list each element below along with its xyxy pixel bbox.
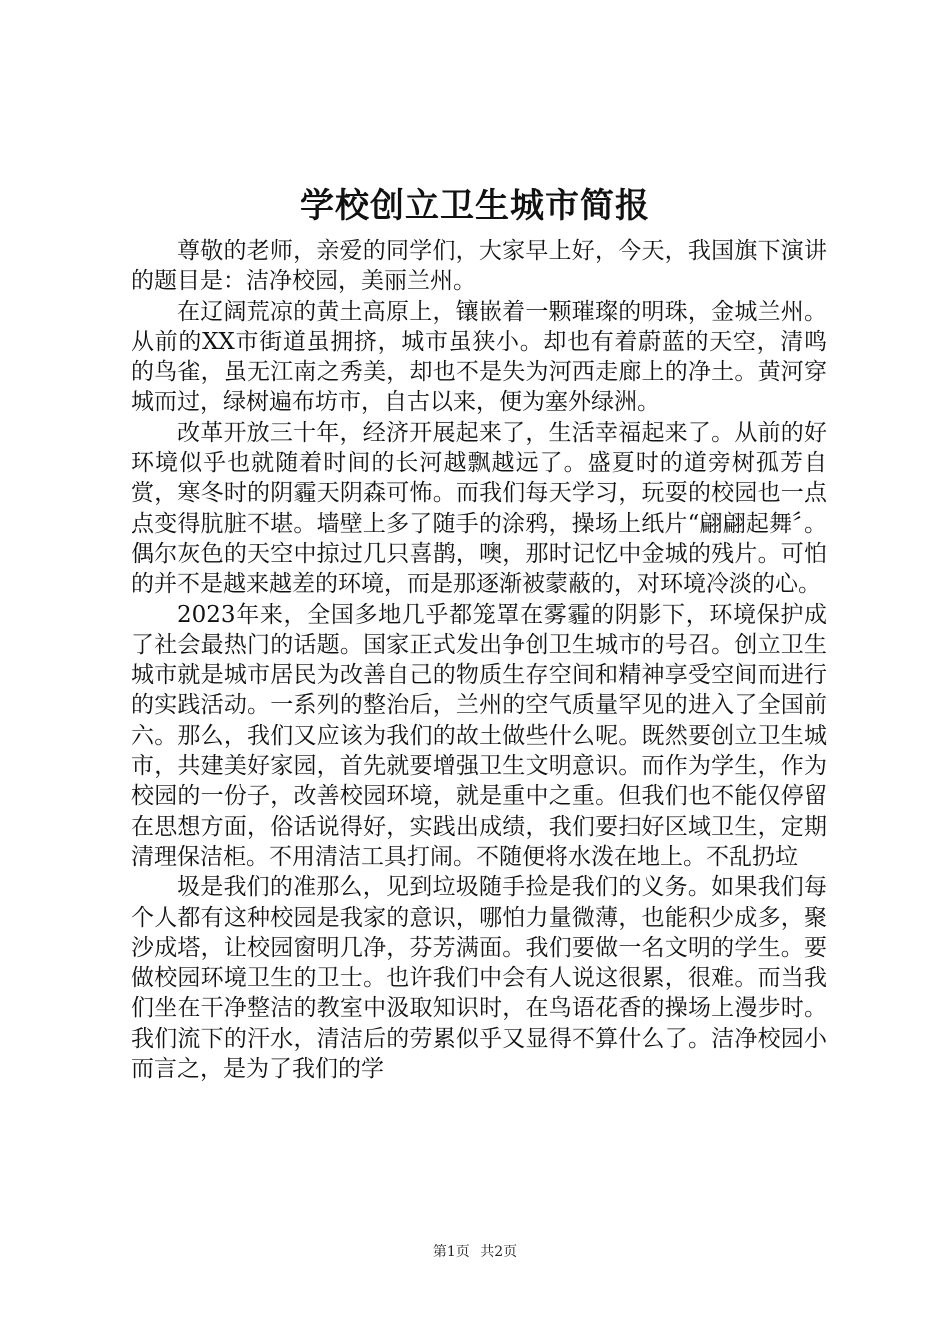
document-body [131,236,827,1084]
paragraph-environment-decline: 改革开放三十年，经济开展起来了，生活幸福起来了。从前的好环境似乎也就随着时间的长河越飘越远了。盛夏时的道旁树孤芳自赏，寒冬时的阴霾天阴森可怖。而我们每天学习，玩耍的校园也一点点变得肮脏不堪。墙壁上多了随手的涂鸦，操场上纸片“翩翩起舞〞。偶尔灰色的天空中掠过几只喜鹊，噢，那时记忆中金城的残片。可怕的并不是越来越差的环境，而是那逐渐被蒙蔽的，对环境冷淡的心。 [131,419,827,598]
paragraph-health-city-campaign: 2023年来，全国多地几乎都笼罩在雾霾的阴影下，环境保护成了社会最热门的话题。国家正式发出争创卫生城市的号召。创立卫生城市就是城市居民为改善自己的物质生存空间和精神享受空间而进行的实践活动。一系列的整治后，兰州的空气质量罕见的进入了全国前六。那么，我们又应该为我们的故土做些什么呢。既然要创立卫生城市，共建美好家园，首先就要增强卫生文明意识。而作为学生，作为校园的一份子，改善校园环境，就是重中之重。但我们也不能仅停留在思想方面，俗话说得好，实践出成绩，我们要扫好区域卫生，定期清理保洁柜。不用清洁工具打闹。不随便将水泼在地上。不乱扔垃 [131,601,827,870]
page-number-current: 第1页 [432,1244,470,1260]
page-number-total: 共2页 [480,1244,518,1260]
paragraph-greeting: 尊敬的老师，亲爱的同学们，大家早上好，今天，我国旗下演讲的题目是：洁净校园，美丽兰州。 [131,238,827,295]
document-title: 学校创立卫生城市简报 [300,186,650,226]
paragraph-student-duty: 圾是我们的准那么，见到垃圾随手捡是我们的义务。如果我们每个人都有这种校园是我家的意识，哪怕力量微薄，也能积少成多，聚沙成塔，让校园窗明几净，芬芳满面。我们要做一名文明的学生。要做校园环境卫生的卫士。也许我们中会有人说这很累，很难。而当我们坐在干净整洁的教室中汲取知识时，在鸟语花香的操场上漫步时。我们流下的汗水，清洁后的劳累似乎又显得不算什么了。洁净校园小而言之，是为了我们的学 [131,874,827,1083]
page-footer [0,1242,950,1262]
paragraph-lanzhou-description: 在辽阔荒凉的黄土高原上，镶嵌着一颗璀璨的明珠，金城兰州。从前的XX市街道虽拥挤，城市虽狭小。却也有着蔚蓝的天空，清鸣的鸟雀，虽无江南之秀美，却也不是失为河西走廊上的净土。黄河穿城而过，绿树遍布坊市，自古以来，便为塞外绿洲。 [131,298,827,416]
